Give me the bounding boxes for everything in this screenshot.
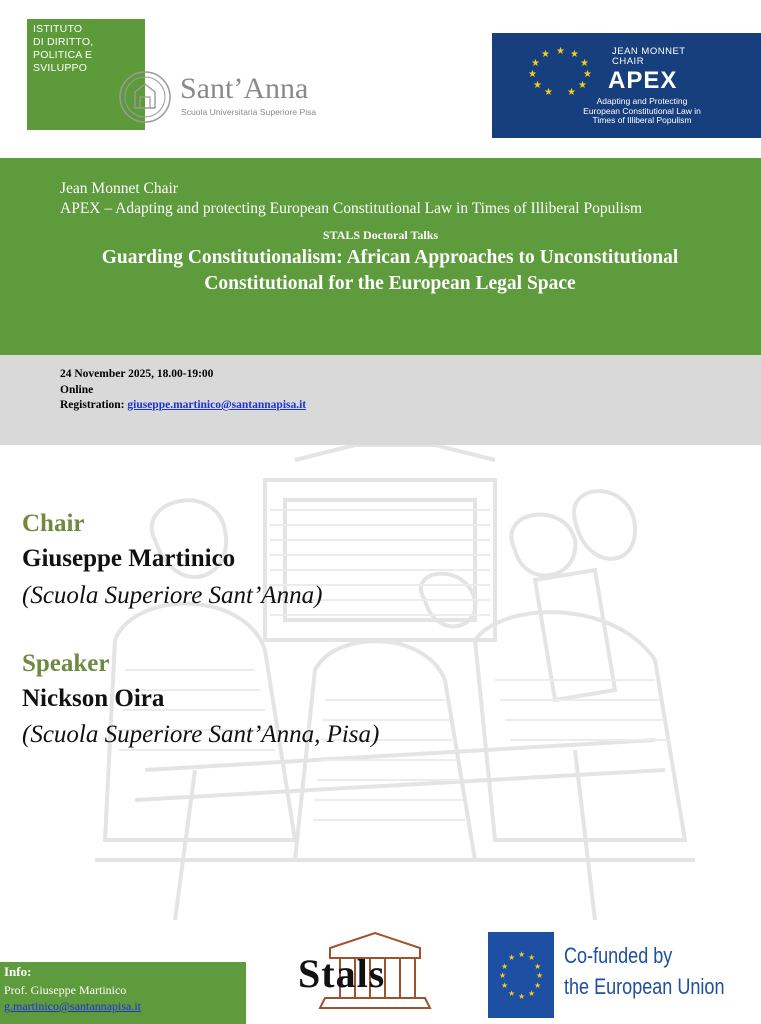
svg-text:★: ★ <box>533 80 542 91</box>
santanna-seal-icon <box>118 70 172 124</box>
apex-subtitle: Adapting and Protecting European Constitutional Law in Times of Illiberal Populism <box>583 96 701 125</box>
eu-cofunded-text: Co-funded by the European Union <box>564 943 725 999</box>
event-date: 24 November 2025, 18.00-19:00 <box>60 368 214 380</box>
svg-text:★: ★ <box>583 69 592 80</box>
registration-line <box>60 399 306 411</box>
eu-flag-stars-icon <box>488 932 554 1018</box>
svg-text:★: ★ <box>508 953 516 962</box>
stals-logo-text: Stals <box>298 951 386 996</box>
apex-chair-label: JEAN MONNET CHAIR <box>612 46 686 67</box>
svg-text:★: ★ <box>518 950 526 959</box>
info-box <box>0 962 246 1024</box>
event-title: Guarding Constitutionalism: African Approaches to Unconstitutional Constitutional for the European Legal Space <box>101 247 679 294</box>
svg-text:★: ★ <box>541 49 550 60</box>
banner-series: STALS Doctoral Talks <box>322 228 439 242</box>
eu-flag <box>488 932 554 1018</box>
chair-affiliation: (Scuola Superiore Sant’Anna) <box>22 582 323 609</box>
svg-text:★: ★ <box>544 87 553 97</box>
svg-text:★: ★ <box>518 992 526 1001</box>
svg-text:★: ★ <box>501 981 509 990</box>
apex-logo <box>492 33 761 138</box>
banner-chair-line: Jean Monnet Chair <box>60 180 178 197</box>
apex-title: APEX <box>608 67 678 94</box>
svg-text:★: ★ <box>570 49 579 60</box>
event-mode: Online <box>60 384 94 396</box>
info-title: Info: <box>4 964 32 979</box>
registration-label: Registration: <box>60 399 128 411</box>
svg-text:★: ★ <box>528 989 536 998</box>
svg-text:★: ★ <box>499 971 507 980</box>
chair-label: Chair <box>22 510 85 537</box>
speaker-affiliation: (Scuola Superiore Sant’Anna, Pisa) <box>22 721 380 748</box>
santanna-name: Sant’Anna <box>180 72 309 105</box>
svg-text:★: ★ <box>536 971 544 980</box>
svg-text:★: ★ <box>556 46 565 57</box>
speaker-name: Nickson Oira <box>22 685 165 712</box>
registration-email-link[interactable]: giuseppe.martinico@santannapisa.it <box>127 399 307 411</box>
idps-logo-text: ISTITUTO DI DIRITTO, POLITICA E SVILUPPO <box>33 23 94 74</box>
svg-text:★: ★ <box>508 989 516 998</box>
svg-text:★: ★ <box>534 981 542 990</box>
svg-text:★: ★ <box>531 58 540 69</box>
svg-text:★: ★ <box>580 58 589 69</box>
svg-text:★: ★ <box>528 953 536 962</box>
eu-stars-icon <box>520 45 600 97</box>
svg-text:★: ★ <box>578 80 587 91</box>
chair-name: Giuseppe Martinico <box>22 545 236 572</box>
svg-text:★: ★ <box>567 87 576 97</box>
svg-text:★: ★ <box>528 69 537 80</box>
banner-apex-line: APEX – Adapting and protecting European Constitutional Law in Times of Illiberal Populism <box>60 200 643 217</box>
speaker-label: Speaker <box>22 650 110 677</box>
svg-text:★: ★ <box>501 962 509 971</box>
info-email-link[interactable]: g.martinico@santannapisa.it <box>4 999 142 1013</box>
svg-text:★: ★ <box>534 962 542 971</box>
background-illustration <box>95 440 695 940</box>
info-name: Prof. Giuseppe Martinico <box>4 983 127 997</box>
santanna-subtitle: Scuola Universitaria Superiore Pisa <box>181 107 317 117</box>
